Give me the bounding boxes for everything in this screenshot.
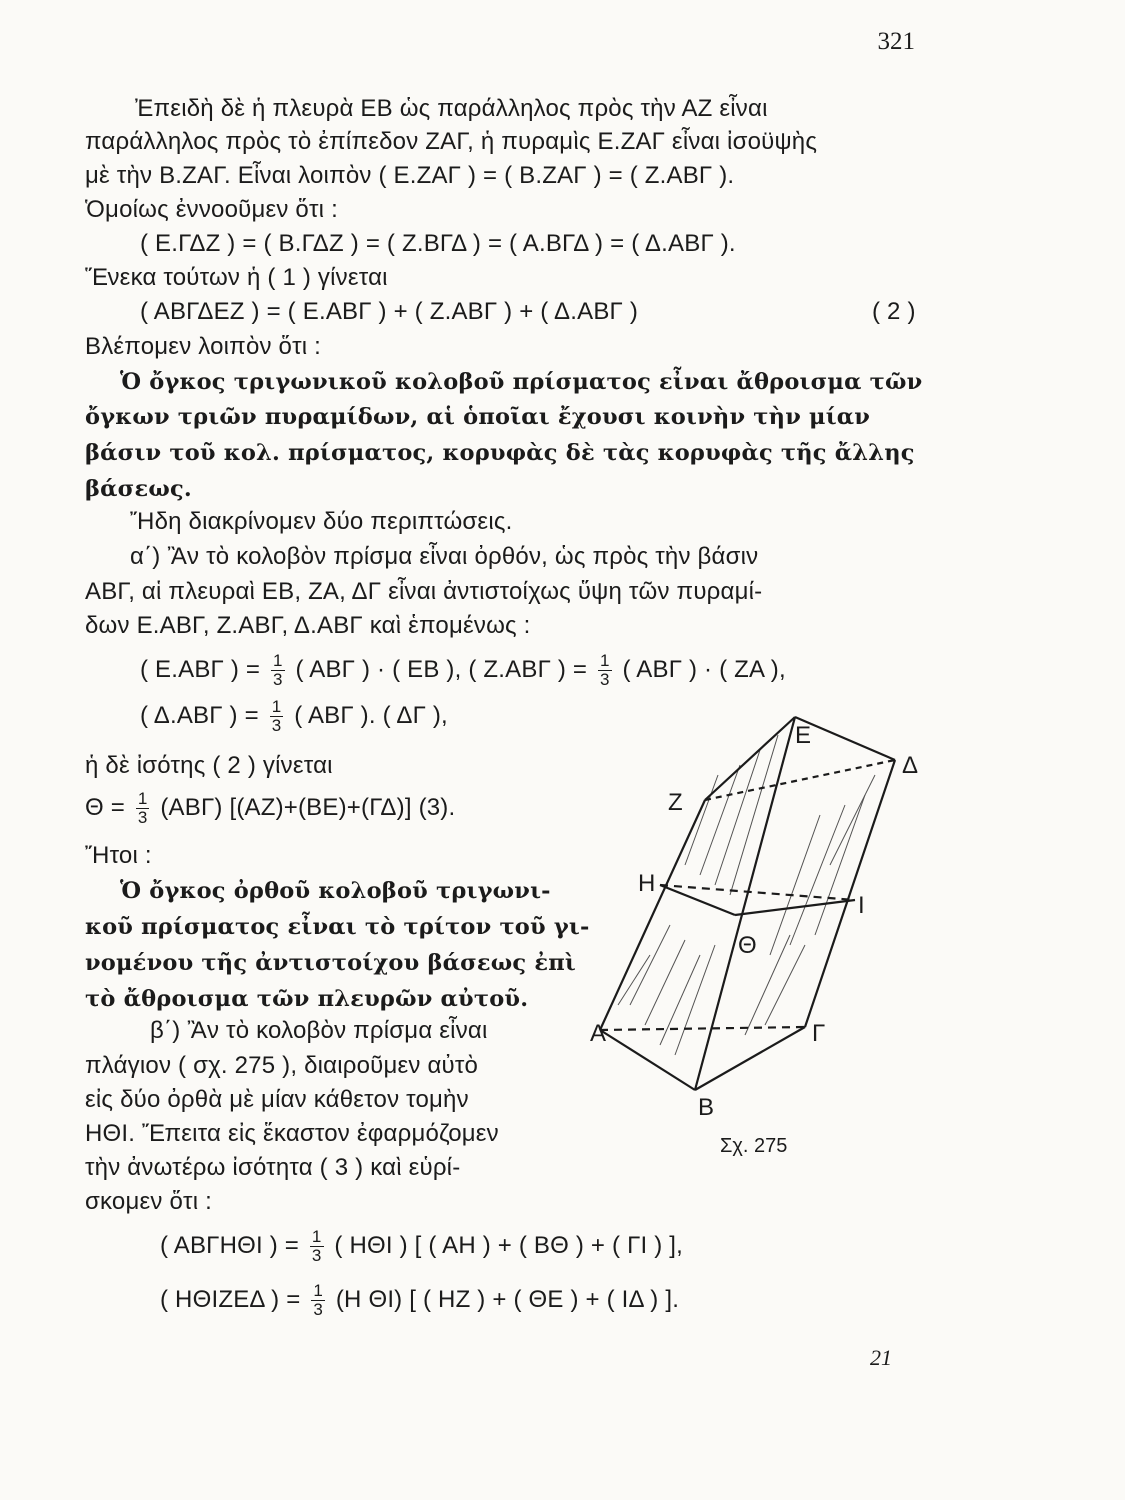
text-line-10: α΄) Ἂν τὸ κολοβὸν πρίσμα εἶναι ὀρθόν, ὡς πρὸς τὴν βάσιν [130,543,759,570]
vertex-label-G: Γ [812,1020,826,1047]
text-line-11: ΑΒΓ, αἱ πλευραὶ ΕΒ, ΖΑ, ΔΓ εἶναι ἀντιστοίχως ὕψη τῶν πυραμί- [85,578,763,605]
theorem-line-2: ὄγκων τριῶν πυραμίδων, αἱ ὁποῖαι ἔχουσι κοινὴν τὴν μίαν [85,404,871,430]
vertex-label-I: Ι [858,892,865,919]
fraction-one-third: $\frac{1}{3}$ [600,651,610,689]
text-line-3: μὲ τὴν Β.ΖΑΓ. Εἶναι λοιπὸν ( Ε.ΖΑΓ ) = ( Β.ΖΑΓ ) = ( Ζ.ΑΒΓ ). [85,162,735,189]
fraction-one-third: $\frac{1}{3}$ [271,697,282,735]
vertex-label-E: Ε [795,722,812,749]
text-line-12: δων Ε.ΑΒΓ, Ζ.ΑΒΓ, Δ.ΑΒΓ καὶ ἑπομένως : [85,612,531,639]
text-line-2: παράλληλος πρὸς τὸ ἐπίπεδον ΖΑΓ, ἡ πυραμὶς Ε.ΖΑΓ εἶναι ἰσοϋψὴς [85,128,818,155]
theorem-line-3: βάσιν τοῦ κολ. πρίσματος, κορυφὰς δὲ τὰς κορυφὰς τῆς ἄλλης [85,440,915,466]
text-line-18: ΗΘΙ. Ἔπειτα εἰς ἕκαστον ἐφαρμόζομεν [85,1120,499,1147]
text-line-4: Ὁμοίως ἐννοοῦμεν ὅτι : [85,196,338,223]
edge-GD [805,760,895,1027]
edge-ZD [705,760,895,800]
theorem2-line-4: τὸ ἄθροισμα τῶν πλευρῶν αὐτοῦ. [85,986,529,1012]
text-line-17: εἰς δύο ὀρθὰ μὲ μίαν κάθετον τομὴν [85,1086,469,1113]
equation-line-5: ( Ε.ΓΔΖ ) = ( Β.ΓΔΖ ) = ( Ζ.ΒΓΔ ) = ( Α.ΒΓΔ ) = ( Δ.ΑΒΓ ). [140,230,736,257]
figure-caption: Σχ. 275 [720,1135,788,1157]
text-line-15: β΄) Ἂν τὸ κολοβὸν πρίσμα εἶναι [150,1017,488,1044]
equation-number-2: ( 2 ) [872,298,916,325]
theorem2-line-1: Ὁ ὄγκος ὀρθοῦ κολοβοῦ τριγωνι- [120,878,551,904]
theorem-line-4: βάσεως. [85,476,192,502]
vertex-label-Theta: Θ [738,932,757,959]
vertex-label-H: Η [638,870,656,897]
edge-ZE [705,717,795,800]
text-line-20: σκομεν ὅτι : [85,1188,212,1215]
text-line-1: Ἐπειδὴ δὲ ἡ πλευρὰ ΕΒ ὡς παράλληλος πρὸς τὴν ΑΖ εἶναι [135,95,768,122]
theorem-line-1: Ὁ ὄγκος τριγωνικοῦ κολοβοῦ πρίσματος εἶναι ἄθροισμα τῶν [120,369,923,395]
text-line-16: πλάγιον ( σχ. 275 ), διαιροῦμεν αὐτὸ [85,1052,479,1079]
vertex-label-A: Α [590,1020,607,1047]
edge-AZ [600,800,705,1030]
equation-volume-upper: ( ΗΘΙΖΕΔ ) = $\frac{1}{3}$ (Η ΘΙ) [ ( ΗΖ ) + ( ΘΕ ) + ( ΙΔ ) ]. [160,1281,680,1319]
equation-volume-lower: ( ΑΒΓΗΘΙ ) = $\frac{1}{3}$ ( ΗΘΙ ) [ ( ΑΗ ) + ( ΒΘ ) + ( ΓΙ ) ], [160,1227,684,1265]
fraction-one-third: $\frac{1}{3}$ [137,789,148,827]
fraction-one-third: $\frac{1}{3}$ [273,651,283,689]
text-line-9: Ἤδη διακρίνομεν δύο περιπτώσεις. [130,508,513,535]
page-number: 321 [877,28,915,55]
theorem2-line-2: κοῦ πρίσματος εἶναι τὸ τρίτον τοῦ γι- [85,914,590,940]
equation-volumes-1: ( Ε.ΑΒΓ ) = $\frac{1}{3}$ ( ΑΒΓ ) · ( ΕΒ ), ( Ζ.ΑΒΓ ) = $\frac{1}{3}$ ( ΑΒΓ ) · ( ΖΑ ), [140,651,786,689]
text-line-13: ἡ δὲ ἰσότης ( 2 ) γίνεται [85,752,333,779]
text-line-19: τὴν ἀνωτέρω ἰσότητα ( 3 ) καὶ εὑρί- [85,1154,461,1181]
equation-theta: Θ = $\frac{1}{3}$ (ΑΒΓ) [(ΑΖ)+(ΒΕ)+(ΓΔ)] (3). [85,789,456,827]
footer-page-number: 21 [870,1345,892,1370]
edge-BG [695,1027,805,1090]
truncated-prism-figure [590,705,950,1125]
text-line-8: Βλέπομεν λοιπὸν ὅτι : [85,333,322,360]
fraction-one-third: $\frac{1}{3}$ [311,1227,322,1265]
vertex-label-Z: Ζ [668,789,683,816]
text-line-6: Ἕνεκα τούτων ἡ ( 1 ) γίνεται [85,264,388,291]
edge-AG [600,1027,805,1030]
vertex-label-B: Β [698,1094,715,1121]
edge-theta-I [735,900,855,915]
vertex-label-D: Δ [902,752,919,779]
equation-line-7: ( ΑΒΓΔΕΖ ) = ( Ε.ΑΒΓ ) + ( Ζ.ΑΒΓ ) + ( Δ.ΑΒΓ ) [140,298,639,325]
fraction-one-third: $\frac{1}{3}$ [313,1281,323,1319]
theorem2-line-3: νομένου τῆς ἀντιστοίχου βάσεως ἐπὶ [85,950,577,976]
equation-volumes-2: ( Δ.ΑΒΓ ) = $\frac{1}{3}$ ( ΑΒΓ ). ( ΔΓ ), [140,697,448,735]
text-line-14: Ἤτοι : [85,842,152,869]
